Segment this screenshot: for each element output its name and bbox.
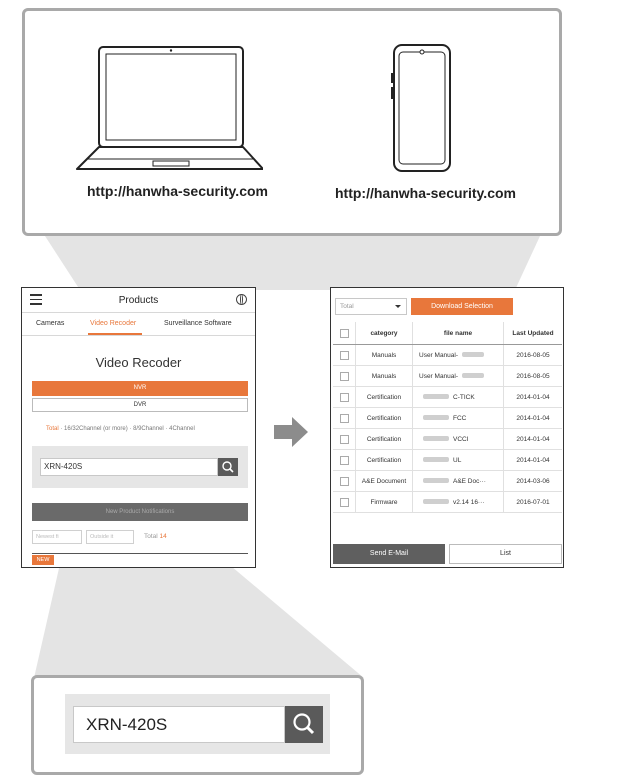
table-row[interactable] bbox=[333, 492, 562, 513]
channel-filters: Total · 16/32Channel (or more) · 8/9Channel · 4Channel bbox=[46, 426, 195, 432]
header-title: Products bbox=[118, 295, 159, 306]
scope-select[interactable]: Outside it bbox=[86, 530, 134, 544]
search-icon bbox=[285, 706, 323, 743]
table-row[interactable] bbox=[333, 387, 562, 408]
page-title: Video Recoder bbox=[95, 355, 182, 370]
filter-16-32-channel[interactable]: 16/32Channel (or more) bbox=[64, 426, 128, 432]
row-last-updated: 2014-01-04 bbox=[504, 429, 563, 450]
row-last-updated: 2014-01-04 bbox=[504, 408, 563, 429]
total-count: 14 bbox=[159, 533, 167, 540]
zoomed-search-area bbox=[65, 694, 330, 754]
zoomed-search-input[interactable]: XRN-420S bbox=[73, 706, 285, 743]
select-all-checkbox[interactable] bbox=[340, 329, 349, 338]
table-row[interactable] bbox=[333, 366, 562, 387]
row-checkbox[interactable] bbox=[340, 351, 349, 360]
redacted-model-number bbox=[462, 352, 484, 357]
search-area bbox=[32, 446, 248, 488]
row-last-updated: 2016-08-05 bbox=[504, 366, 563, 387]
row-checkbox[interactable] bbox=[340, 435, 349, 444]
zoomed-search-callout bbox=[31, 675, 364, 775]
zoomed-search-button[interactable] bbox=[285, 706, 323, 743]
row-file-name[interactable]: User Manual- bbox=[413, 345, 504, 366]
row-last-updated: 2014-01-04 bbox=[504, 387, 563, 408]
dvr-button[interactable]: DVR bbox=[32, 398, 248, 412]
tab-cameras[interactable]: Cameras bbox=[36, 320, 65, 327]
search-button[interactable] bbox=[218, 458, 238, 476]
search-input[interactable]: XRN-420S bbox=[40, 458, 218, 476]
download-selection-button[interactable]: Download Selection bbox=[411, 298, 513, 315]
filter-total[interactable]: Total bbox=[46, 426, 59, 432]
row-last-updated: 2014-03-06 bbox=[504, 471, 563, 492]
row-checkbox[interactable] bbox=[340, 372, 349, 381]
row-checkbox[interactable] bbox=[340, 498, 349, 507]
row-category: Certification bbox=[356, 408, 413, 429]
table-row[interactable] bbox=[333, 408, 562, 429]
active-tab-indicator bbox=[88, 333, 142, 335]
row-checkbox[interactable] bbox=[340, 456, 349, 465]
list-button[interactable]: List bbox=[449, 544, 562, 564]
phone-url: http://hanwha-security.com bbox=[335, 185, 516, 201]
filter-4-channel[interactable]: 4Channel bbox=[169, 426, 195, 432]
redacted-model-number bbox=[423, 499, 449, 504]
row-category: Certification bbox=[356, 387, 413, 408]
row-category: Firmware bbox=[356, 492, 413, 513]
col-file-name: file name bbox=[413, 322, 504, 345]
table-row[interactable] bbox=[333, 471, 562, 492]
row-file-name[interactable]: UL bbox=[413, 450, 504, 471]
row-category: Certification bbox=[356, 429, 413, 450]
new-product-notifications-button[interactable]: New Product Notifications bbox=[32, 503, 248, 521]
table-row[interactable] bbox=[333, 429, 562, 450]
row-file-name[interactable]: C-TICK bbox=[413, 387, 504, 408]
row-checkbox[interactable] bbox=[340, 477, 349, 486]
redacted-model-number bbox=[423, 415, 449, 420]
row-category: Certification bbox=[356, 450, 413, 471]
row-checkbox[interactable] bbox=[340, 414, 349, 423]
products-screen bbox=[21, 287, 256, 568]
table-header-row bbox=[333, 322, 562, 345]
send-email-button[interactable]: Send E-Mail bbox=[333, 544, 445, 564]
table-row[interactable] bbox=[333, 345, 562, 366]
row-category: Manuals bbox=[356, 345, 413, 366]
files-table bbox=[333, 322, 562, 513]
tab-video-recoder[interactable]: Video Recoder bbox=[90, 320, 137, 327]
nvr-button[interactable]: NVR bbox=[32, 381, 248, 396]
globe-icon[interactable] bbox=[236, 294, 247, 305]
redacted-model-number bbox=[423, 436, 449, 441]
downloads-screen bbox=[330, 287, 564, 568]
row-last-updated: 2016-07-01 bbox=[504, 492, 563, 513]
col-category: category bbox=[356, 322, 413, 345]
row-file-name[interactable]: VCCI bbox=[413, 429, 504, 450]
row-category: Manuals bbox=[356, 366, 413, 387]
top-funnel bbox=[45, 236, 540, 290]
right-arrow-icon bbox=[274, 417, 308, 447]
row-file-name[interactable]: A&E Doc··· bbox=[413, 471, 504, 492]
divider bbox=[32, 553, 248, 554]
sort-select[interactable]: Newest fi bbox=[32, 530, 82, 544]
laptop-url: http://hanwha-security.com bbox=[87, 183, 268, 199]
smartphone-icon bbox=[390, 43, 454, 175]
col-last-updated: Last Updated bbox=[504, 322, 563, 345]
row-category: A&E Document bbox=[356, 471, 413, 492]
total-count-label: Total 14 bbox=[144, 533, 167, 540]
filter-8-9-channel[interactable]: 8/9Channel bbox=[133, 426, 164, 432]
redacted-model-number bbox=[423, 457, 449, 462]
laptop-icon bbox=[73, 41, 263, 173]
device-panel bbox=[22, 8, 562, 236]
row-last-updated: 2014-01-04 bbox=[504, 450, 563, 471]
redacted-model-number bbox=[423, 394, 449, 399]
row-file-name[interactable]: v2.14 16··· bbox=[413, 492, 504, 513]
new-badge: NEW bbox=[32, 555, 54, 565]
redacted-model-number bbox=[423, 478, 449, 483]
mobile-header bbox=[22, 288, 255, 313]
row-checkbox[interactable] bbox=[340, 393, 349, 402]
redacted-model-number bbox=[462, 373, 484, 378]
row-file-name[interactable]: User Manual- bbox=[413, 366, 504, 387]
row-file-name[interactable]: FCC bbox=[413, 408, 504, 429]
search-icon bbox=[218, 458, 238, 476]
row-last-updated: 2016-08-05 bbox=[504, 345, 563, 366]
category-select[interactable]: Total bbox=[335, 298, 407, 315]
tab-surveillance-software[interactable]: Surveillance Software bbox=[164, 320, 232, 327]
table-row[interactable] bbox=[333, 450, 562, 471]
